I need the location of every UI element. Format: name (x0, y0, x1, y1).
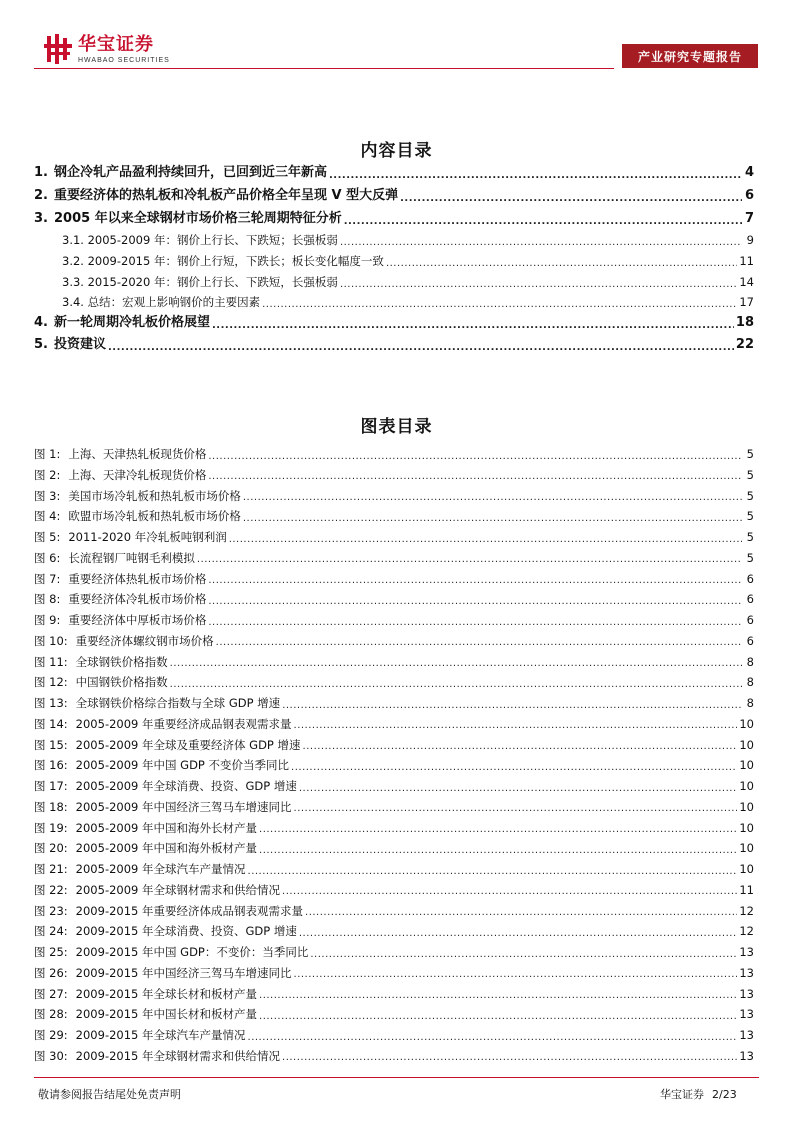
figure-entry[interactable] (34, 860, 754, 878)
figure-entry[interactable] (34, 445, 754, 463)
figure-page: 13 (739, 965, 754, 980)
figure-label: 图 1: (34, 447, 61, 461)
figure-caption: 欧盟市场冷轧板和热轧板市场价格 (68, 509, 241, 524)
figure-page: 5 (746, 488, 754, 503)
leader-dots (305, 907, 737, 919)
figure-page: 10 (739, 820, 754, 835)
figure-label: 图 11: (34, 654, 68, 669)
toc-entry-text: 重要经济体的热轧板和冷轧板产品价格全年呈现 V 型大反弹 (53, 188, 399, 203)
figure-caption: 2005-2009 年重要经济成品钢表观需求量 (75, 716, 292, 731)
company-logo (44, 34, 170, 70)
figure-page: 10 (739, 841, 754, 856)
figure-label: 图 12: (34, 675, 68, 690)
figure-entry[interactable] (34, 1026, 754, 1044)
figure-caption: 2009-2015 年全球汽车产量情况 (75, 1028, 246, 1042)
figure-page: 6 (746, 613, 754, 627)
figure-page: 5 (746, 447, 754, 461)
toc-entry-number: 2. (34, 188, 48, 203)
leader-dots (248, 1032, 738, 1044)
figure-entry[interactable] (34, 694, 754, 712)
figure-label: 图 30: (34, 1048, 68, 1063)
toc-entry-text: 新一轮周期冷轧板价格展望 (53, 315, 210, 330)
leader-dots (299, 928, 737, 940)
leader-dots (400, 193, 742, 205)
header-divider (34, 68, 614, 69)
figure-label: 图 5: (34, 530, 61, 544)
toc-entry-number: 1. (34, 165, 48, 180)
figure-caption: 全球钢铁价格指数 (75, 654, 168, 669)
toc-entry-page: 6 (744, 188, 754, 203)
figure-page: 13 (739, 1028, 754, 1042)
leader-dots (259, 990, 737, 1002)
toc-title: 内容目录 (360, 141, 433, 161)
figure-page: 10 (739, 799, 754, 814)
toc-subentry-text: 3.2. 2009-2015 年：钢价上行短，下跌长；板长变化幅度一致 (62, 254, 384, 268)
toc-entry[interactable] (34, 209, 754, 229)
leader-dots (262, 299, 737, 311)
figure-caption: 2009-2015 年全球钢材需求和供给情况 (75, 1048, 281, 1063)
figure-page: 6 (746, 592, 754, 607)
figure-entry[interactable] (34, 1047, 754, 1065)
leader-dots (310, 949, 737, 961)
figure-label: 图 3: (34, 488, 61, 503)
figure-caption: 2009-2015 年重要经济体成品钢表观需求量 (75, 903, 304, 918)
figure-page: 5 (746, 467, 754, 482)
figure-page: 8 (746, 675, 754, 690)
figure-entry[interactable] (34, 985, 754, 1003)
figure-caption: 重要经济体冷轧板市场价格 (68, 592, 207, 607)
toc-entry[interactable] (34, 335, 754, 355)
leader-dots (208, 451, 742, 463)
figure-page: 8 (746, 654, 754, 669)
toc-entry-number: 3. (34, 211, 48, 226)
leader-dots (216, 637, 742, 649)
logo-english-name: HWABAO SECURITIES (78, 57, 170, 64)
figure-label: 图 7: (34, 571, 61, 586)
figure-page: 11 (739, 882, 754, 897)
figure-entry[interactable] (34, 507, 754, 525)
leader-dots (299, 783, 737, 795)
leader-dots (294, 969, 738, 981)
leader-dots (208, 617, 742, 629)
toc-subentry[interactable] (34, 231, 754, 249)
toc-entry[interactable] (34, 313, 754, 333)
figure-page: 10 (739, 737, 754, 752)
figure-page: 5 (746, 509, 754, 524)
figure-entry[interactable] (34, 902, 754, 920)
figure-page: 6 (746, 571, 754, 586)
figure-entry[interactable] (34, 922, 754, 940)
figure-entry[interactable] (34, 736, 754, 754)
logo-chinese-name: 华宝证券 (78, 34, 154, 55)
figure-caption: 全球钢铁价格综合指数与全球 GDP 增速 (75, 696, 281, 710)
figure-caption: 2005-2009 年全球钢材需求和供给情况 (75, 882, 281, 897)
leader-dots (282, 886, 737, 898)
figure-page: 10 (739, 862, 754, 876)
figure-label: 图 15: (34, 737, 68, 752)
figure-label: 图 22: (34, 882, 68, 897)
figure-label: 图 6: (34, 550, 61, 565)
figure-label: 图 24: (34, 924, 68, 939)
figure-caption: 上海、天津热轧板现货价格 (68, 447, 207, 461)
figure-label: 图 19: (34, 820, 68, 835)
leader-dots (329, 170, 742, 182)
figure-label: 图 20: (34, 841, 68, 856)
page-header (0, 0, 793, 80)
toc-subentry-text: 3.4. 总结：宏观上影响钢价的主要因素 (62, 295, 261, 309)
figure-entry[interactable] (34, 570, 754, 588)
figure-entry[interactable] (34, 943, 754, 961)
figure-caption: 2005-2009 年中国和海外长材产量 (75, 820, 258, 835)
toc-entry-text: 钢企冷轧产品盈利持续回升，已回到近三年新高 (53, 165, 327, 180)
figure-page: 10 (739, 716, 754, 731)
figure-entry[interactable] (34, 777, 754, 795)
figure-caption: 2009-2015 年中国经济三驾马车增速同比 (75, 965, 292, 980)
figure-label: 图 10: (34, 633, 68, 648)
figure-page: 5 (746, 550, 754, 565)
leader-dots (208, 596, 742, 608)
figure-caption: 2011-2020 年冷轧板吨钢利润 (68, 530, 227, 544)
leader-dots (386, 258, 737, 270)
figure-caption: 重要经济体热轧板市场价格 (68, 571, 207, 586)
figure-label: 图 27: (34, 986, 68, 1001)
figure-page: 13 (739, 986, 754, 1001)
toc-subentry[interactable] (34, 293, 754, 311)
figure-page: 13 (739, 1048, 754, 1063)
figure-page: 5 (746, 530, 754, 544)
leader-dots (170, 658, 742, 670)
figure-caption: 中国钢铁价格指数 (75, 675, 168, 690)
figure-entry[interactable] (34, 653, 754, 671)
toc-subentry-page: 14 (739, 275, 754, 289)
figure-entry[interactable] (34, 487, 754, 505)
figure-caption: 2005-2009 年全球及重要经济体 GDP 增速 (75, 737, 301, 752)
figure-label: 图 13: (34, 696, 68, 710)
figure-caption: 2005-2009 年中国 GDP 不变价当季同比 (75, 758, 290, 773)
figure-page: 10 (739, 779, 754, 793)
leader-dots (197, 554, 742, 566)
footer-info (660, 1086, 737, 1102)
figure-caption: 重要经济体螺纹钢市场价格 (75, 633, 214, 648)
figure-entry[interactable] (34, 466, 754, 484)
figure-label: 图 2: (34, 467, 61, 482)
figure-entry[interactable] (34, 798, 754, 816)
leader-dots (259, 1011, 737, 1023)
figure-label: 图 26: (34, 965, 68, 980)
figure-label: 图 23: (34, 903, 68, 918)
leader-dots (282, 700, 742, 712)
toc-entry-page: 18 (735, 315, 754, 330)
toc-subentry-text: 3.3. 2015-2020 年：钢价上行长、下跌短，长强板弱 (62, 275, 338, 289)
figure-page: 13 (739, 1007, 754, 1022)
figure-label: 图 8: (34, 592, 61, 607)
leader-dots (340, 237, 742, 249)
figure-caption: 2009-2015 年全球消费、投资、GDP 增速 (75, 924, 297, 939)
footer-company: 华宝证券 (660, 1088, 704, 1101)
figure-label: 图 29: (34, 1028, 68, 1042)
figure-entry[interactable] (34, 1005, 754, 1023)
figure-label: 图 14: (34, 716, 68, 731)
report-type-badge: 产业研究专题报告 (622, 44, 758, 68)
figure-entry[interactable] (34, 632, 754, 650)
figure-label: 图 4: (34, 509, 61, 524)
figure-label: 图 21: (34, 862, 68, 876)
figure-page: 6 (746, 633, 754, 648)
toc-entry-text: 投资建议 (53, 337, 106, 352)
figure-caption: 长流程钢厂吨钢毛利模拟 (68, 550, 195, 565)
figure-page: 10 (739, 758, 754, 773)
figure-entry[interactable] (34, 881, 754, 899)
toc-subentry-page: 11 (739, 254, 754, 268)
leader-dots (108, 342, 734, 354)
leader-dots (208, 575, 742, 587)
figure-caption: 2005-2009 年中国和海外板材产量 (75, 841, 258, 856)
figure-caption: 2005-2009 年全球汽车产量情况 (75, 862, 246, 876)
figure-caption: 2009-2015 年全球长材和板材产量 (75, 986, 258, 1001)
figure-caption: 上海、天津冷轧板现货价格 (68, 467, 207, 482)
figure-entry[interactable] (34, 964, 754, 982)
leader-dots (294, 803, 738, 815)
toc-entry-page: 4 (744, 165, 754, 180)
disclaimer-note: 敬请参阅报告结尾处免责声明 (38, 1088, 181, 1101)
leader-dots (243, 513, 742, 525)
toc-entry-page: 22 (735, 337, 754, 352)
footer-divider (34, 1077, 759, 1078)
figure-entry[interactable] (34, 611, 754, 629)
figure-entry[interactable] (34, 715, 754, 733)
figure-caption: 2005-2009 年中国经济三驾马车增速同比 (75, 799, 292, 814)
leader-dots (208, 471, 742, 483)
figure-label: 图 28: (34, 1007, 68, 1022)
figure-page: 12 (739, 903, 754, 918)
leader-dots (282, 1052, 737, 1064)
leader-dots (303, 741, 738, 753)
toc-subentry[interactable] (34, 252, 754, 270)
figure-label: 图 18: (34, 799, 68, 814)
leader-dots (243, 492, 742, 504)
toc-entry[interactable] (34, 163, 754, 183)
toc-subentry-page: 17 (739, 295, 754, 309)
toc-subentry[interactable] (34, 273, 754, 291)
figure-page: 13 (739, 945, 754, 959)
figure-label: 图 25: (34, 945, 68, 959)
figure-entry[interactable] (34, 839, 754, 857)
leader-dots (291, 762, 737, 774)
figure-entry[interactable] (34, 549, 754, 567)
figure-label: 图 17: (34, 779, 68, 793)
figure-entry[interactable] (34, 756, 754, 774)
figure-label: 图 16: (34, 758, 68, 773)
hwabao-logo-icon (44, 34, 72, 64)
leader-dots (259, 824, 737, 836)
toc-entry-page: 7 (744, 211, 754, 226)
toc-entry-number: 4. (34, 315, 48, 330)
figure-list-title: 图表目录 (360, 417, 433, 437)
figure-entry[interactable] (34, 819, 754, 837)
leader-dots (170, 679, 742, 691)
leader-dots (344, 216, 742, 228)
figure-caption: 2005-2009 年全球消费、投资、GDP 增速 (75, 779, 297, 793)
leader-dots (259, 845, 737, 857)
toc-entry[interactable] (34, 186, 754, 206)
figure-entry[interactable] (34, 590, 754, 608)
figure-page: 8 (746, 696, 754, 710)
figure-caption: 2009-2015 年中国 GDP：不变价：当季同比 (75, 945, 309, 959)
page-number: 2/23 (712, 1088, 737, 1101)
toc-subentry-text: 3.1. 2005-2009 年：钢价上行长、下跌短；长强板弱 (62, 233, 338, 247)
figure-caption: 美国市场冷轧板和热轧板市场价格 (68, 488, 241, 503)
leader-dots (248, 866, 738, 878)
toc-subentry-page: 9 (746, 233, 754, 247)
leader-dots (212, 320, 734, 332)
leader-dots (229, 534, 742, 546)
leader-dots (340, 279, 737, 291)
figure-caption: 重要经济体中厚板市场价格 (68, 613, 207, 627)
toc-entry-number: 5. (34, 337, 48, 352)
figure-caption: 2009-2015 年中国长材和板材产量 (75, 1007, 258, 1022)
leader-dots (294, 720, 738, 732)
figure-page: 12 (739, 924, 754, 939)
figure-entry[interactable] (34, 673, 754, 691)
toc-entry-text: 2005 年以来全球钢材市场价格三轮周期特征分析 (53, 211, 342, 226)
figure-entry[interactable] (34, 528, 754, 546)
figure-label: 图 9: (34, 613, 61, 627)
